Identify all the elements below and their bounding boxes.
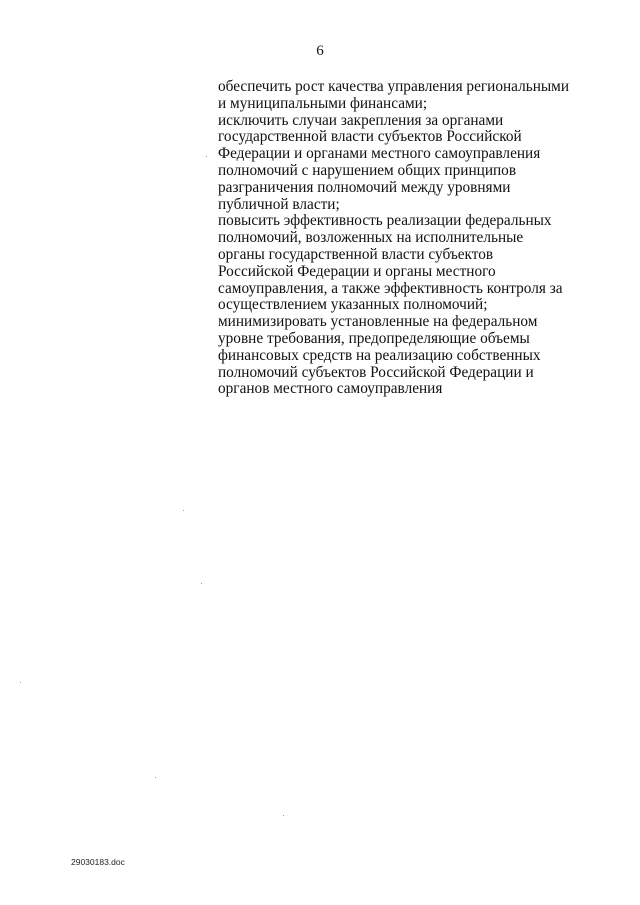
scan-speck bbox=[155, 777, 156, 778]
scan-speck bbox=[206, 156, 207, 157]
text-line: самоуправления, а также эффективность контроля за bbox=[218, 279, 563, 297]
text-line: минимизировать установленные на федеральном bbox=[218, 313, 538, 331]
scan-speck bbox=[183, 510, 184, 511]
scan-speck bbox=[201, 583, 202, 584]
text-line: и муниципальными финансами; bbox=[218, 94, 428, 112]
body-text bbox=[218, 79, 598, 398]
text-line: органы государственной власти субъектов bbox=[218, 245, 494, 263]
text-line: органов местного самоуправления bbox=[218, 380, 443, 398]
text-line: публичной власти; bbox=[218, 195, 340, 213]
page-number: 6 bbox=[316, 43, 324, 59]
text-line: государственной власти субъектов Российской bbox=[218, 128, 522, 146]
text-line: Российской Федерации и органы местного bbox=[218, 262, 496, 280]
text-line: уровне требования, предопределяющие объемы bbox=[218, 329, 530, 347]
scan-speck bbox=[283, 815, 284, 816]
footer-filename: 29030183.doc bbox=[71, 857, 125, 867]
text-line: полномочий субъектов Российской Федерации и bbox=[218, 363, 534, 381]
text-line: разграничения полномочий между уровнями bbox=[218, 178, 511, 196]
text-line: обеспечить рост качества управления региональными bbox=[218, 78, 570, 95]
text-line: исключить случаи закрепления за органами bbox=[218, 111, 504, 129]
text-line: полномочий, возложенных на исполнительные bbox=[218, 229, 524, 247]
text-line: полномочий с нарушением общих принципов bbox=[218, 161, 517, 179]
text-line: осуществлением указанных полномочий; bbox=[218, 296, 488, 314]
text-line: финансовых средств на реализацию собственных bbox=[218, 346, 541, 364]
text-line: повысить эффективность реализации федеральных bbox=[218, 212, 552, 230]
scan-speck bbox=[20, 682, 21, 683]
text-line: Федерации и органами местного самоуправления bbox=[218, 145, 541, 163]
